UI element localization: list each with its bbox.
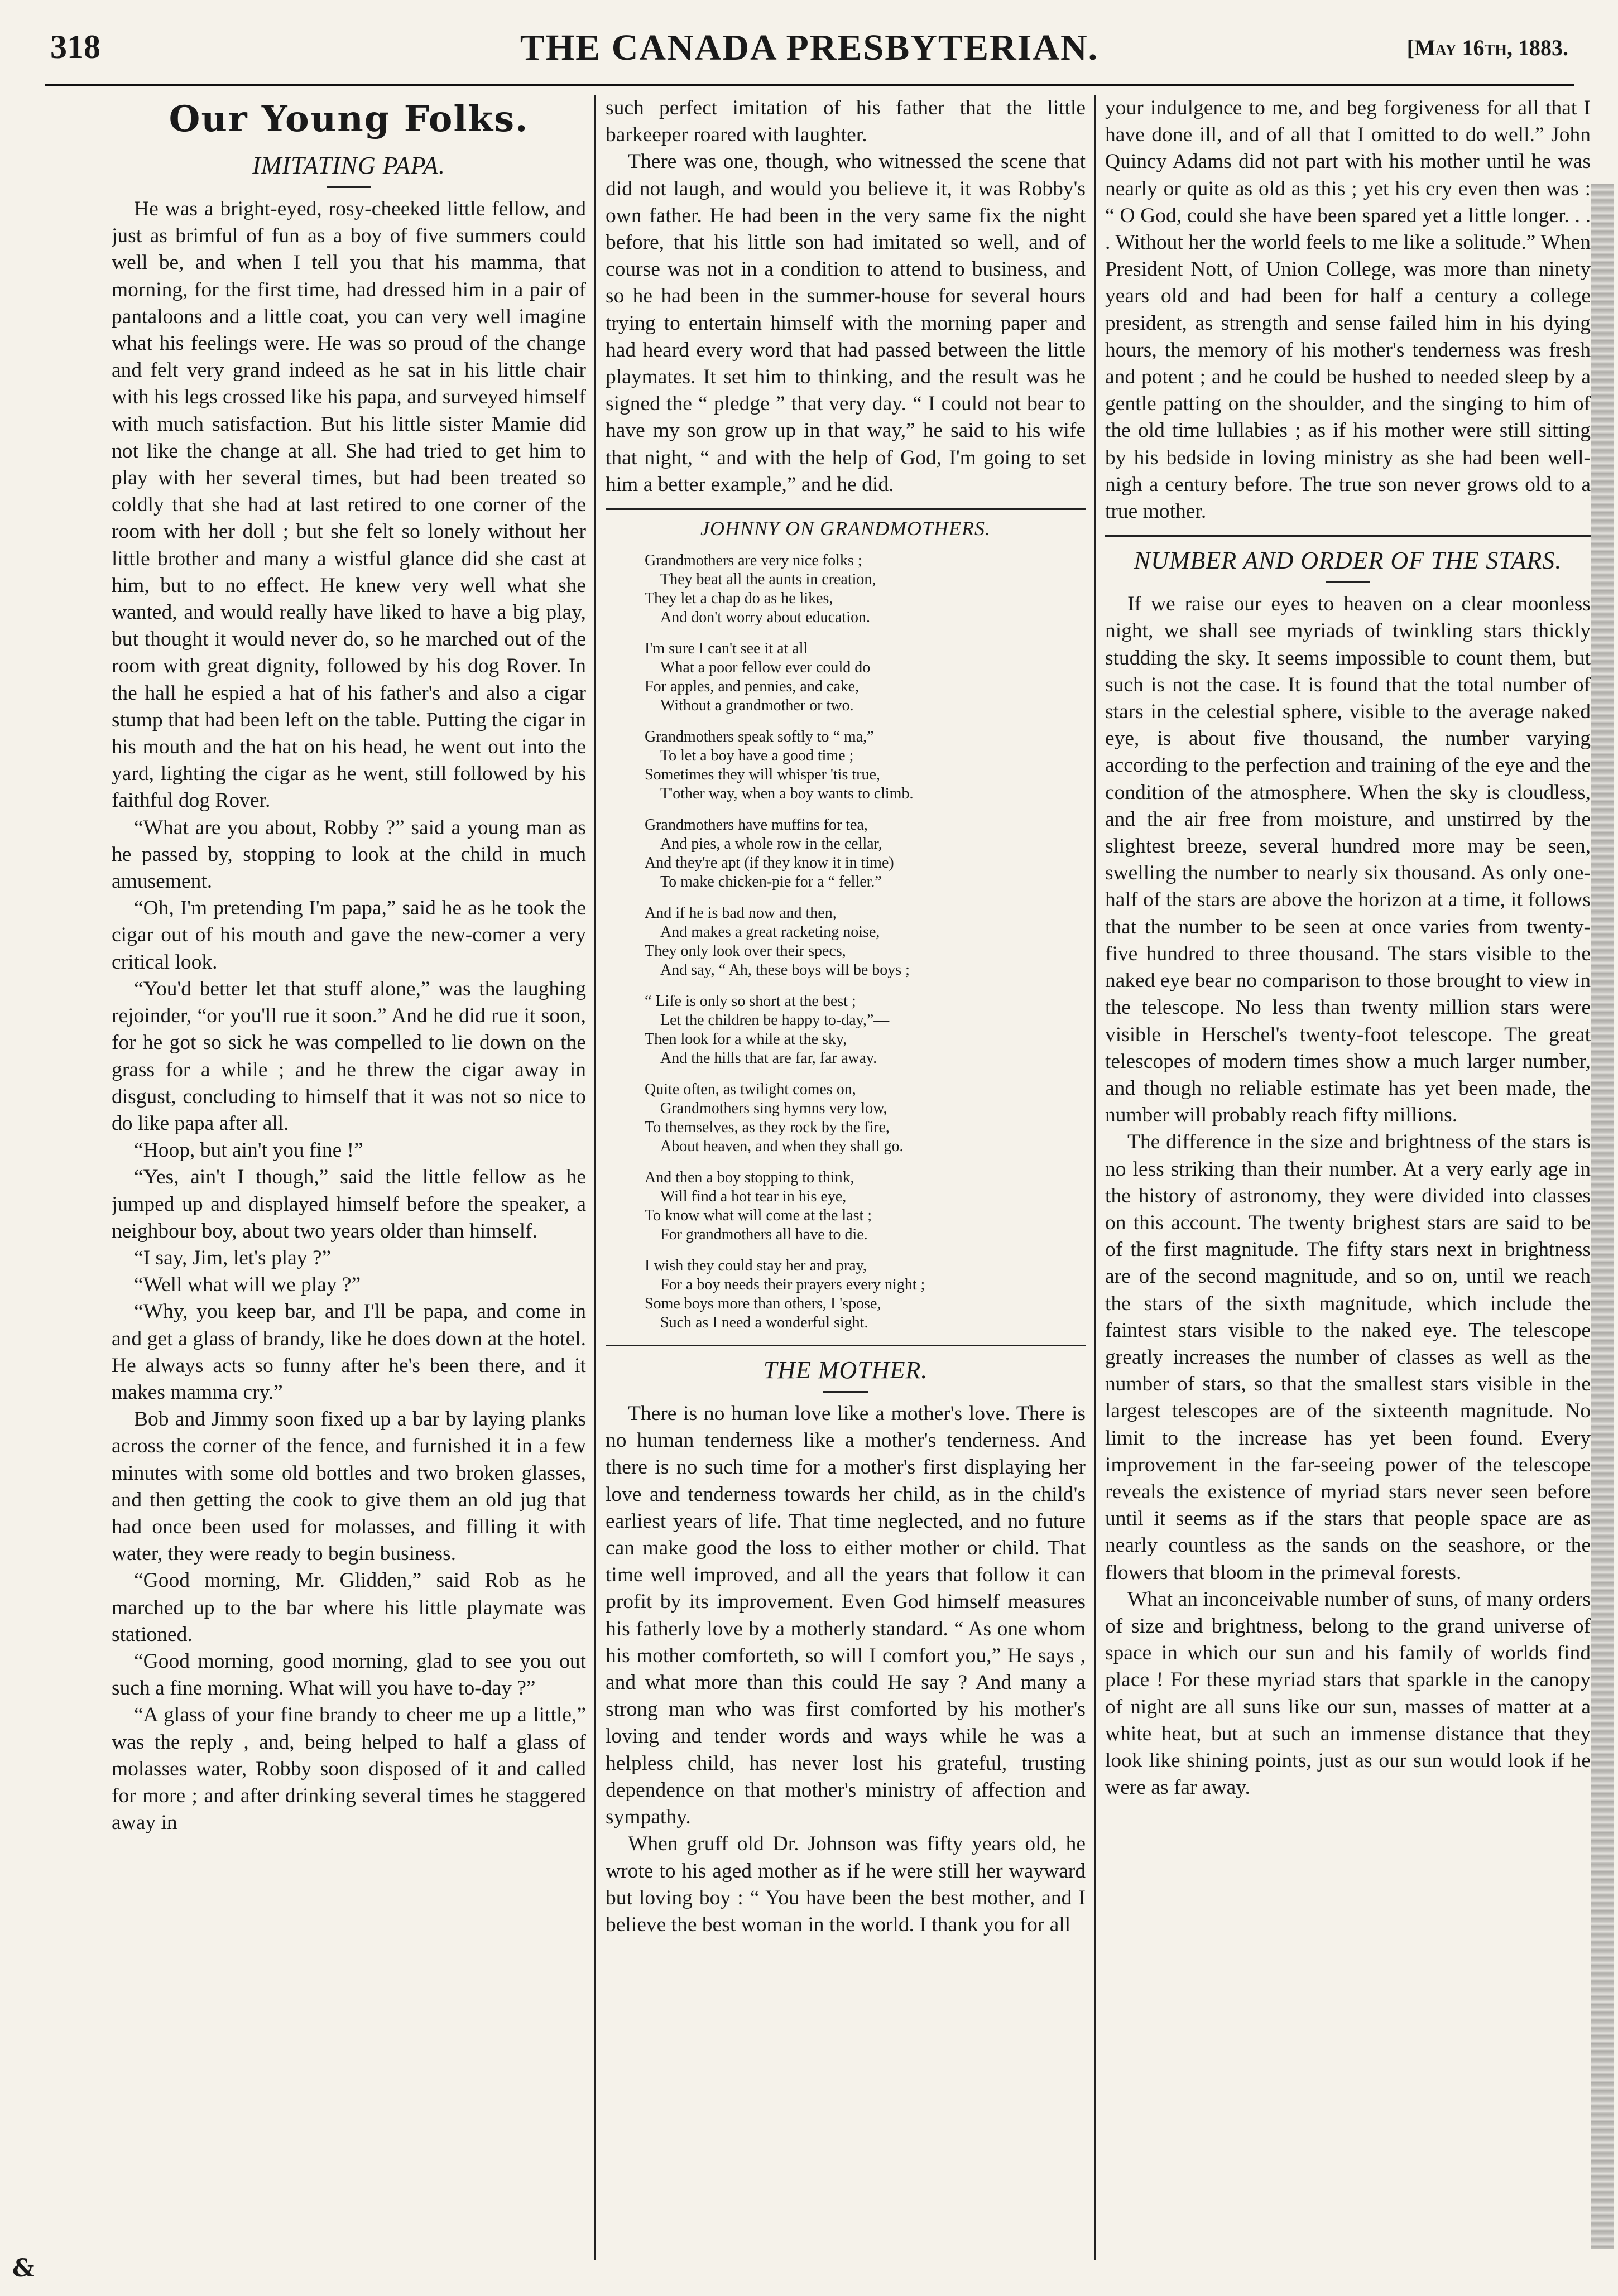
poem-stanza <box>645 992 1086 1068</box>
corner-mark: & <box>12 2254 35 2283</box>
poem-line: And if he is bad now and then, <box>645 904 837 922</box>
poem-line: “ Life is only so short at the best ; <box>645 993 856 1010</box>
paragraph: “Good morning, good morning, glad to see you out such a fine morning. What will you have to-day ?” <box>112 1649 586 1700</box>
poem-line: Sometimes they will whisper 'tis true, <box>645 766 880 784</box>
section-rule <box>606 508 1086 510</box>
poem-line: And makes a great racketing noise, <box>660 923 880 941</box>
poem-line: And they're apt (if they know it in time) <box>645 854 894 872</box>
paragraph: “You'd better let that stuff alone,” was the laughing rejoinder, “or you'll rue it soon.” And he did rue it soon, for he got so sick he was compelled to lie down on the grass for a while ; and he threw the cigar away in disgust, concluding to himself that it was not so nice to do like papa after all. <box>112 977 586 1135</box>
poem-stanza <box>645 1080 1086 1156</box>
poem-line: For grandmothers all have to die. <box>660 1226 868 1244</box>
poem-line: Let the children be happy to-day,”— <box>660 1012 890 1029</box>
poem-stanza <box>645 1168 1086 1244</box>
paragraph: Bob and Jimmy soon fixed up a bar by laying planks across the corner of the fence, and furnished it in a few minutes with some old bottles and two broken glasses, and then getting the cook to give them an old jug that had once been used for molasses, and filling it with water, they were ready to begin business. <box>112 1408 586 1566</box>
poem-stanza <box>645 1257 1086 1332</box>
paragraph: What an inconceivable number of suns, of many orders of size and brightness, belong to the grand universe of space in which our sun and his family of worlds find place ! For these myriad stars that sparkle in the canopy of night are all suns like our sun, masses of matter at a white heat, but at such an immense distance that they look like shining points, just as our sun would look if he were as far away. <box>1105 1587 1591 1799</box>
column-divider <box>594 95 596 2260</box>
story-body <box>112 196 586 1836</box>
poem-line: And say, “ Ah, these boys will be boys ; <box>660 961 910 979</box>
paragraph: “Oh, I'm pretending I'm papa,” said he as he took the cigar out of his mouth and gave the new-comer a very critical look. <box>112 897 586 974</box>
paragraph: The difference in the size and brightness of the stars is no less striking than their number. At a very early age in the history of astronomy, they were divided into classes on this account. The twenty brighest stars are said to be of the first magnitude. The fifty stars next in brightness are of the second magnitude, and so on, until we reach the stars of the sixth magnitude, which include the faintest stars visible to the naked eye. The telescope greatly increases the number of classes as well as the number of stars, so that the smallest stars visible in the largest telescopes are of the sixteenth magnitude. No limit to the increase has yet been found. Every improvement in the far-seeing power of the telescope reveals the existence of myriad stars never seen before until it seems as if the stars that people space are as nearly countless as the sands on the seashore, or the flowers that bloom in the primeval forests. <box>1105 1130 1591 1584</box>
story-title: IMITATING PAPA. <box>252 152 445 179</box>
newspaper-title: THE CANADA PRESBYTERIAN. <box>520 27 1099 68</box>
mother-title: THE MOTHER. <box>763 1356 928 1384</box>
column-divider <box>1094 95 1096 2260</box>
poem-line: To themselves, as they rock by the fire, <box>645 1119 890 1137</box>
poem-line: And then a boy stopping to think, <box>645 1169 854 1187</box>
title-rule <box>1326 581 1370 583</box>
poem-line: Grandmothers sing hymns very low, <box>660 1100 887 1118</box>
poem-line: They only look over their specs, <box>645 942 846 960</box>
paragraph: “Why, you keep bar, and I'll be papa, and come in and get a glass of brandy, like he does down at the hotel. He always acts so funny after he's been there, and it makes mamma cry.” <box>112 1300 586 1404</box>
paragraph: “I say, Jim, let's play ?” <box>134 1246 332 1269</box>
poem-stanza <box>645 639 1086 715</box>
stars-title: NUMBER AND ORDER OF THE STARS. <box>1134 547 1562 575</box>
paragraph: When gruff old Dr. Johnson was fifty years old, he wrote to his aged mother as if he were still her wayward but loving boy : “ You have been the best mother, and I believe the best woman in the world. I thank you for all <box>606 1832 1086 1936</box>
poem-title: JOHNNY ON GRANDMOTHERS. <box>700 517 991 540</box>
poem-line: For a boy needs their prayers every night ; <box>660 1276 925 1294</box>
poem-line: I wish they could stay her and pray, <box>645 1257 867 1275</box>
poem-line: To make chicken-pie for a “ feller.” <box>660 873 882 891</box>
section-rule <box>1105 535 1591 537</box>
issue-date: [May 16th, 1883. <box>1406 35 1568 60</box>
poem-line: What a poor fellow ever could do <box>660 659 871 677</box>
poem-line: I'm sure I can't see it at all <box>645 640 808 658</box>
poem-line: To let a boy have a good time ; <box>660 747 854 765</box>
poem-line: Will find a hot tear in his eye, <box>660 1188 847 1206</box>
poem-line: About heaven, and when they shall go. <box>660 1138 904 1156</box>
title-rule <box>327 186 371 188</box>
page-edge-shadow <box>1591 184 1614 2249</box>
paragraph: “Good morning, Mr. Glidden,” said Rob as he marched up to the bar where his little playmate was stationed. <box>112 1569 586 1646</box>
paragraph: your indulgence to me, and beg forgiveness for all that I have done ill, and of all that I omitted to do well.” John Quincy Adams did not part with his mother until he was nearly or quite as old as this ; yet his cry even then was : “ O God, could she have been spared yet a little longer. . . . Without her the world feels to me like a solitude.” When President Nott, of Union College, was more than ninety years old and had been for half a century a college president, as strength and sense failed him in his dying hours, the memory of his mother's tenderness was fresh and potent ; and he could be hushed to needed sleep by a gentle patting on the shoulder, and the singing to him of the old time lullabies ; as if his mother were still sitting by his bedside in loving ministry as she had been well-nigh a century before. The true son never grows old to a true mother. <box>1105 97 1591 523</box>
poem-line: Grandmothers are very nice folks ; <box>645 552 862 570</box>
poem-line: Some boys more than others, I 'spose, <box>645 1295 881 1313</box>
masthead <box>45 22 1574 86</box>
paragraph: “A glass of your fine brandy to cheer me up a little,” was the reply , and, being helped to half a glass of molasses water, Robby soon disposed of it and called for more ; and after drinking several times he staggered away in <box>112 1703 586 1835</box>
column-1 <box>112 95 586 2265</box>
paragraph: “What are you about, Robby ?” said a young man as he passed by, stopping to look at the child in much amusement. <box>112 816 586 893</box>
poem-line: Quite often, as twilight comes on, <box>645 1081 856 1099</box>
poem-line: They let a chap do as he likes, <box>645 590 833 608</box>
poem-stanza <box>645 728 1086 803</box>
column-2 <box>606 95 1086 2265</box>
poem-line: And the hills that are far, far away. <box>660 1050 877 1067</box>
paragraph: “Well what will we play ?” <box>134 1273 361 1297</box>
paragraph: If we raise our eyes to heaven on a clear moonless night, we shall see myriads of twinkling stars thickly studding the sky. It seems impossible to count them, but such is not the case. It is found that the total number of stars in the celestial sphere, visible to the average naked eye, is about five thousand, the number varying according to the perfection and training of the eye and the condition of the atmosphere. When the sky is cloudless, and the air free from moisture, and unstirred by the slightest breeze, several hundred more may be seen, swelling the number to nearly six thousand. As only one-half of the stars are above the horizon at a time, it follows that the number to be seen at once varies from twenty-five hundred to three thousand. The stars visible to the naked eye bear no comparison to those brought to view in the telescope. No less than twenty million stars were visible in Herschel's twenty-foot telescope. The great telescopes of modern times show a much larger number, and though no reliable estimate has yet been made, the number will probably reach fifty millions. <box>1105 593 1591 1127</box>
page-number: 318 <box>50 28 100 65</box>
poem-stanza <box>645 904 1086 980</box>
story-continuation <box>606 95 1086 498</box>
poem-stanza <box>645 551 1086 627</box>
paragraph: He was a bright-eyed, rosy-cheeked little fellow, and just as brimful of fun as a boy of five summers could well be, and when I tell you that his mamma, that morning, for the first time, had dressed him in a pair of pantaloons and a little coat, you can very well imagine what his feelings were. He was so proud of the change and felt very grand indeed as he sat in his little chair with his legs crossed like his papa, and surveyed himself with much satisfaction. But his little sister Mamie did not like the change at all. She had tried to get him to play with her several times, but had been treated so coldly that she had at last retired to one corner of the room with her doll ; but she felt so lonely without her little brother and many a wistful glance did she cast at him, but to no effect. He knew very well what she wanted, and would really have liked to have a big play, but thought it would never do, so he marched out of the room with great dignity, followed by his dog Rover. In the hall he espied a hat of his father's and also a cigar stump that had been left on the table. Putting the cigar in his mouth and the hat on his head, he went out into the yard, lighting the cigar as he went, still followed by his faithful dog Rover. <box>112 198 586 812</box>
poem-line: Grandmothers speak softly to “ ma,” <box>645 728 874 746</box>
poem-line: T'other way, when a boy wants to climb. <box>660 785 914 803</box>
paragraph: “Yes, ain't I though,” said the little fellow as he jumped up and displayed himself before the speaker, a neighbour boy, about two years older than himself. <box>112 1166 586 1243</box>
poem-line: Then look for a while at the sky, <box>645 1031 847 1048</box>
poem-line: Without a grandmother or two. <box>660 697 854 715</box>
stars-body <box>1105 591 1591 1801</box>
paragraph: There is no human love like a mother's love. There is no human tenderness like a mother's tenderness. And there is no such time for a mother's first displaying her love and tenderness towards her child, as in the child's earliest years of life. That time neglected, and no future can make good the loss to either mother or child. That time well improved, and all the years that follow it can profit by its improvement. Even God himself measures his fatherly love by a motherly standard. “ As one whom his mother comforteth, so will I comfort you,” He says , and what more than this could He say ? And many a strong man who was first comforted by his mother's loving and tender words and ways while he was a helpless child, has never lost his grateful, trusting dependence on that mother's ministry of affection and sympathy. <box>606 1402 1086 1829</box>
poem-line: And pies, a whole row in the cellar, <box>660 835 882 853</box>
poem-line: And don't worry about education. <box>660 609 870 627</box>
poem-line: For apples, and pennies, and cake, <box>645 678 860 696</box>
mother-continuation <box>1105 95 1591 525</box>
poem-line: To know what will come at the last ; <box>645 1207 872 1225</box>
poem-stanza <box>645 816 1086 892</box>
poem-line: Grandmothers have muffins for tea, <box>645 816 868 834</box>
section-heading: Our Young Folks. <box>169 98 529 140</box>
title-rule <box>823 1391 868 1393</box>
poem-line: They beat all the aunts in creation, <box>660 571 876 589</box>
poem-line: Such as I need a wonderful sight. <box>660 1314 868 1332</box>
column-3 <box>1105 95 1591 2265</box>
paragraph: There was one, though, who witnessed the scene that did not laugh, and would you believe it, it was Robby's own father. He had been in the very same fix the night before, that his little son had imitated so well, and of course was not in a condition to attend to business, and so he had been in the summer-house for several hours trying to entertain himself with the morning paper and had heard every word that had passed between the little playmates. It set him to thinking, and the result was he signed the “ pledge ” that very day. “ I could not bear to have my son grow up in that way,” he said to his wife that night, “ and with the help of God, I'm going to set him a better example,” and he did. <box>606 150 1086 496</box>
paragraph: such perfect imitation of his father that the little barkeeper roared with laughter. <box>606 97 1086 147</box>
paragraph: “Hoop, but ain't you fine !” <box>134 1139 363 1162</box>
section-rule <box>606 1345 1086 1346</box>
poem-body <box>645 551 1086 1332</box>
mother-body <box>606 1400 1086 1938</box>
